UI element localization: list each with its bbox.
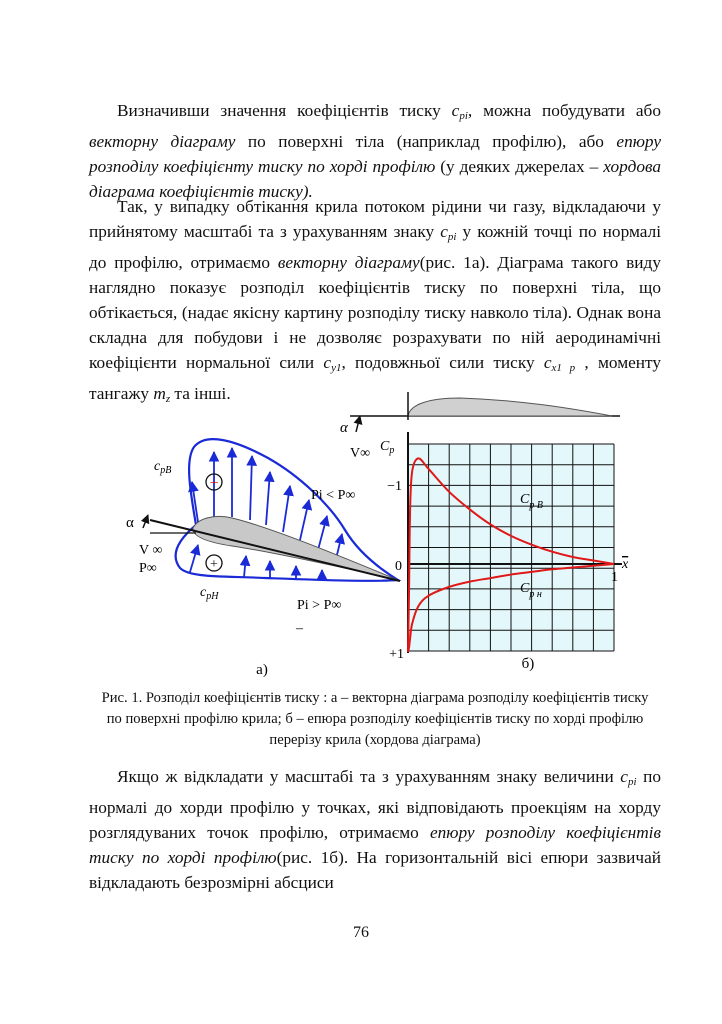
vector-diagram [126,439,400,678]
plus-sign: + [210,557,218,572]
paragraph-3: Якщо ж відкладати у масштабі та з урахуванням знаку величини $c_{pi}$ по нормалі до хорди профілю у точках, які відповідають проекціям на хорду розглядуваних точок профілю, отримаємо епюру розподілу коефіцієнтів тиску по хорді профілю(рис. 1б). На горизонтальній вісі епюри зазвичай відкладають безрозмірні абсциси [89,767,661,892]
cpn-label: $c_{pН}$ [200,585,219,602]
cpv-label: $c_{pВ}$ [154,459,172,476]
paragraph-2: Так, у випадку обтікання крила потоком рідини чи газу, відкладаючи у прийнятому масштабі та з урахуванням знаку $c_{pi}$ у кожній точці по нормалі до профілю, отримаємо векторну діаграму(рис. 1а). Діаграма такого виду наглядно показує розподіл коефіцієнтів тиску по поверхні тіла, що обтікається, (надає якісну картину розподілу тиску навколо тіла). Однак вона складна для побудови і не дозволяє розрахувати по ній аеродинамічні коефіцієнти нормальної сили $c_{y1}$, подовжньої сили тиску $c_{x1 p}$ , моменту тангажу $m_z$ та інші. [89,197,662,405]
tick-minus-1: −1 [387,479,402,494]
v-inf-right: V∞ [350,446,371,461]
pi-less-label: Pi < P∞ [311,488,356,503]
cp-upper-label: $C_{p В}$ [520,492,543,511]
airfoil-top [408,398,612,416]
pi-more-label: Pi > P∞ [297,598,342,613]
alpha-right: α [340,420,348,436]
cp-lower-label: $C_{p н}$ [520,581,542,600]
page-number: 76 [353,924,369,941]
figure-a-label: а) [256,662,268,678]
minus-sign: − [209,475,219,492]
alpha-left: α [126,515,134,531]
figure-b-label: б) [521,656,535,672]
dash-label: – [296,621,303,636]
v-inf-left: V ∞ [139,543,163,558]
x-axis-label: x [622,557,629,572]
tick-0: 0 [395,559,402,574]
cp-axis-label: $C_p$ [380,439,395,456]
figure-caption: Рис. 1. Розподіл коефіцієнтів тиску : а – векторна діаграма розподілу коефіцієнтів тиску по поверхні профілю крила; б – епюра розподілу коефіцієнтів тиску по хорді профілю перерізу крила (хордова діаграма) [101,690,649,748]
tick-x-1: 1 [611,570,618,585]
tick-plus-1: +1 [389,647,404,662]
chord-diagram [340,392,629,672]
paragraph-1: Визначивши значення коефіцієнтів тиску $c_{pi}$, можна побудувати або векторну діаграму по поверхні тіла (наприклад профілю), або епюру розподілу коефіцієнту тиску по хорді профілю (у деяких джерелах – хордова діаграма коефіцієнтів тиску). [89,101,661,201]
p-inf-left: P∞ [139,561,157,576]
